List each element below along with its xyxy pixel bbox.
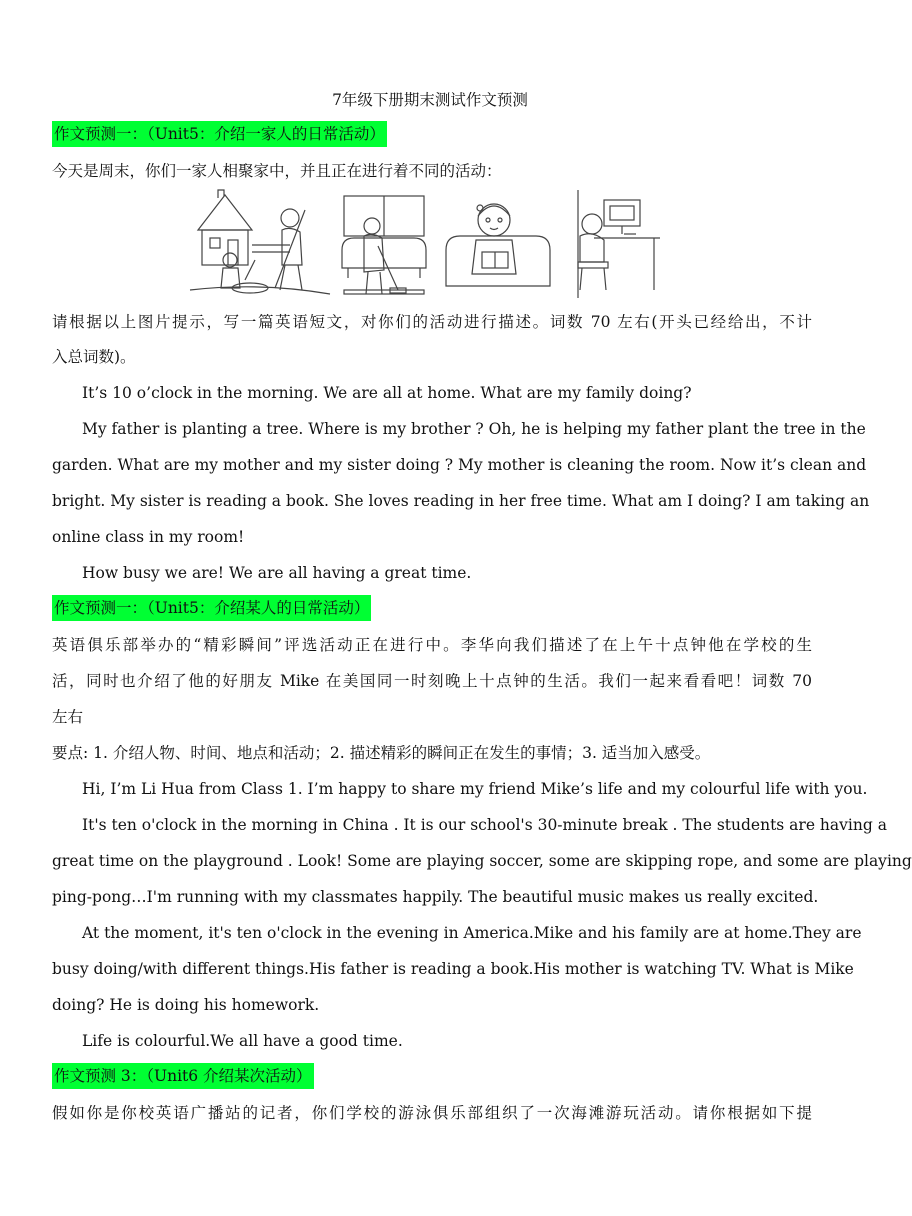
girl-reading-picture xyxy=(442,190,554,298)
section2-prompt-line3: 左右 xyxy=(52,708,84,726)
mother-cleaning-picture xyxy=(338,190,430,298)
page-title: 7年级下册期末测试作文预测 xyxy=(332,91,528,109)
section1-paragraph2-line2: garden. What are my mother and my sister doing ? My mother is cleaning the room. Now it’s clean and xyxy=(52,456,867,474)
section2-prompt-line1: 英语俱乐部举办的“精彩瞬间”评选活动正在进行中。李华向我们描述了在上午十点钟他在学校的生 xyxy=(52,636,812,654)
boy-computer-picture xyxy=(564,190,670,298)
section1-prompt: 今天是周末，你们一家人相聚家中，并且正在进行着不同的活动： xyxy=(52,162,502,180)
section1-heading: 作文预测一：（Unit5：介绍一家人的日常活动） xyxy=(52,121,387,147)
section2-paragraph3-line3: doing? He is doing his homework. xyxy=(52,996,320,1014)
section1-paragraph3: How busy we are! We are all having a great time. xyxy=(82,564,472,582)
section2-paragraph2-line3: ping-pong…I'm running with my classmates happily. The beautiful music makes us really excited. xyxy=(52,888,819,906)
section2-key-points: 要点: 1. 介绍人物、时间、地点和活动；2. 描述精彩的瞬间正在发生的事情；3. 适当加入感受。 xyxy=(52,744,711,762)
section2-heading: 作文预测一：（Unit5：介绍某人的日常活动） xyxy=(52,595,371,621)
section1-paragraph2-line3: bright. My sister is reading a book. She loves reading in her free time. What am I doing? I am taking an xyxy=(52,492,870,510)
section2-prompt-line2: 活，同时也介绍了他的好朋友 Mike 在美国同一时刻晚上十点钟的生活。我们一起来看看吧！词数 70 xyxy=(52,672,812,690)
house-garden-planting-picture xyxy=(190,190,330,298)
section3-prompt-line1: 假如你是你校英语广播站的记者，你们学校的游泳俱乐部组织了一次海滩游玩活动。请你根据如下提 xyxy=(52,1104,812,1122)
section2-paragraph4: Life is colourful.We all have a good time. xyxy=(82,1032,403,1050)
section1-instruction-line1: 请根据以上图片提示，写一篇英语短文，对你们的活动进行描述。词数 70 左右(开头已经给出，不计 xyxy=(52,313,812,331)
section1-paragraph2-line4: online class in my room! xyxy=(52,528,245,546)
illustration-row xyxy=(190,190,670,298)
section2-paragraph3-line2: busy doing/with different things.His father is reading a book.His mother is watching TV. What is Mike xyxy=(52,960,854,978)
section1-instruction-line2: 入总词数)。 xyxy=(52,348,136,366)
section2-paragraph2-line1: It's ten o'clock in the morning in China . It is our school's 30-minute break . The students are having a xyxy=(82,816,887,834)
section3-heading: 作文预测 3：（Unit6 介绍某次活动） xyxy=(52,1063,314,1089)
section1-paragraph2-line1: My father is planting a tree. Where is my brother ? Oh, he is helping my father plant the tree in the xyxy=(82,420,866,438)
section2-paragraph1: Hi, I’m Li Hua from Class 1. I’m happy to share my friend Mike’s life and my colourful life with you. xyxy=(82,780,868,798)
section1-paragraph1: It’s 10 o’clock in the morning. We are all at home. What are my family doing? xyxy=(82,384,692,402)
section2-paragraph3-line1: At the moment, it's ten o'clock in the evening in America.Mike and his family are at home.They are xyxy=(82,924,862,942)
section2-paragraph2-line2: great time on the playground . Look! Some are playing soccer, some are skipping rope, and some are playing xyxy=(52,852,912,870)
